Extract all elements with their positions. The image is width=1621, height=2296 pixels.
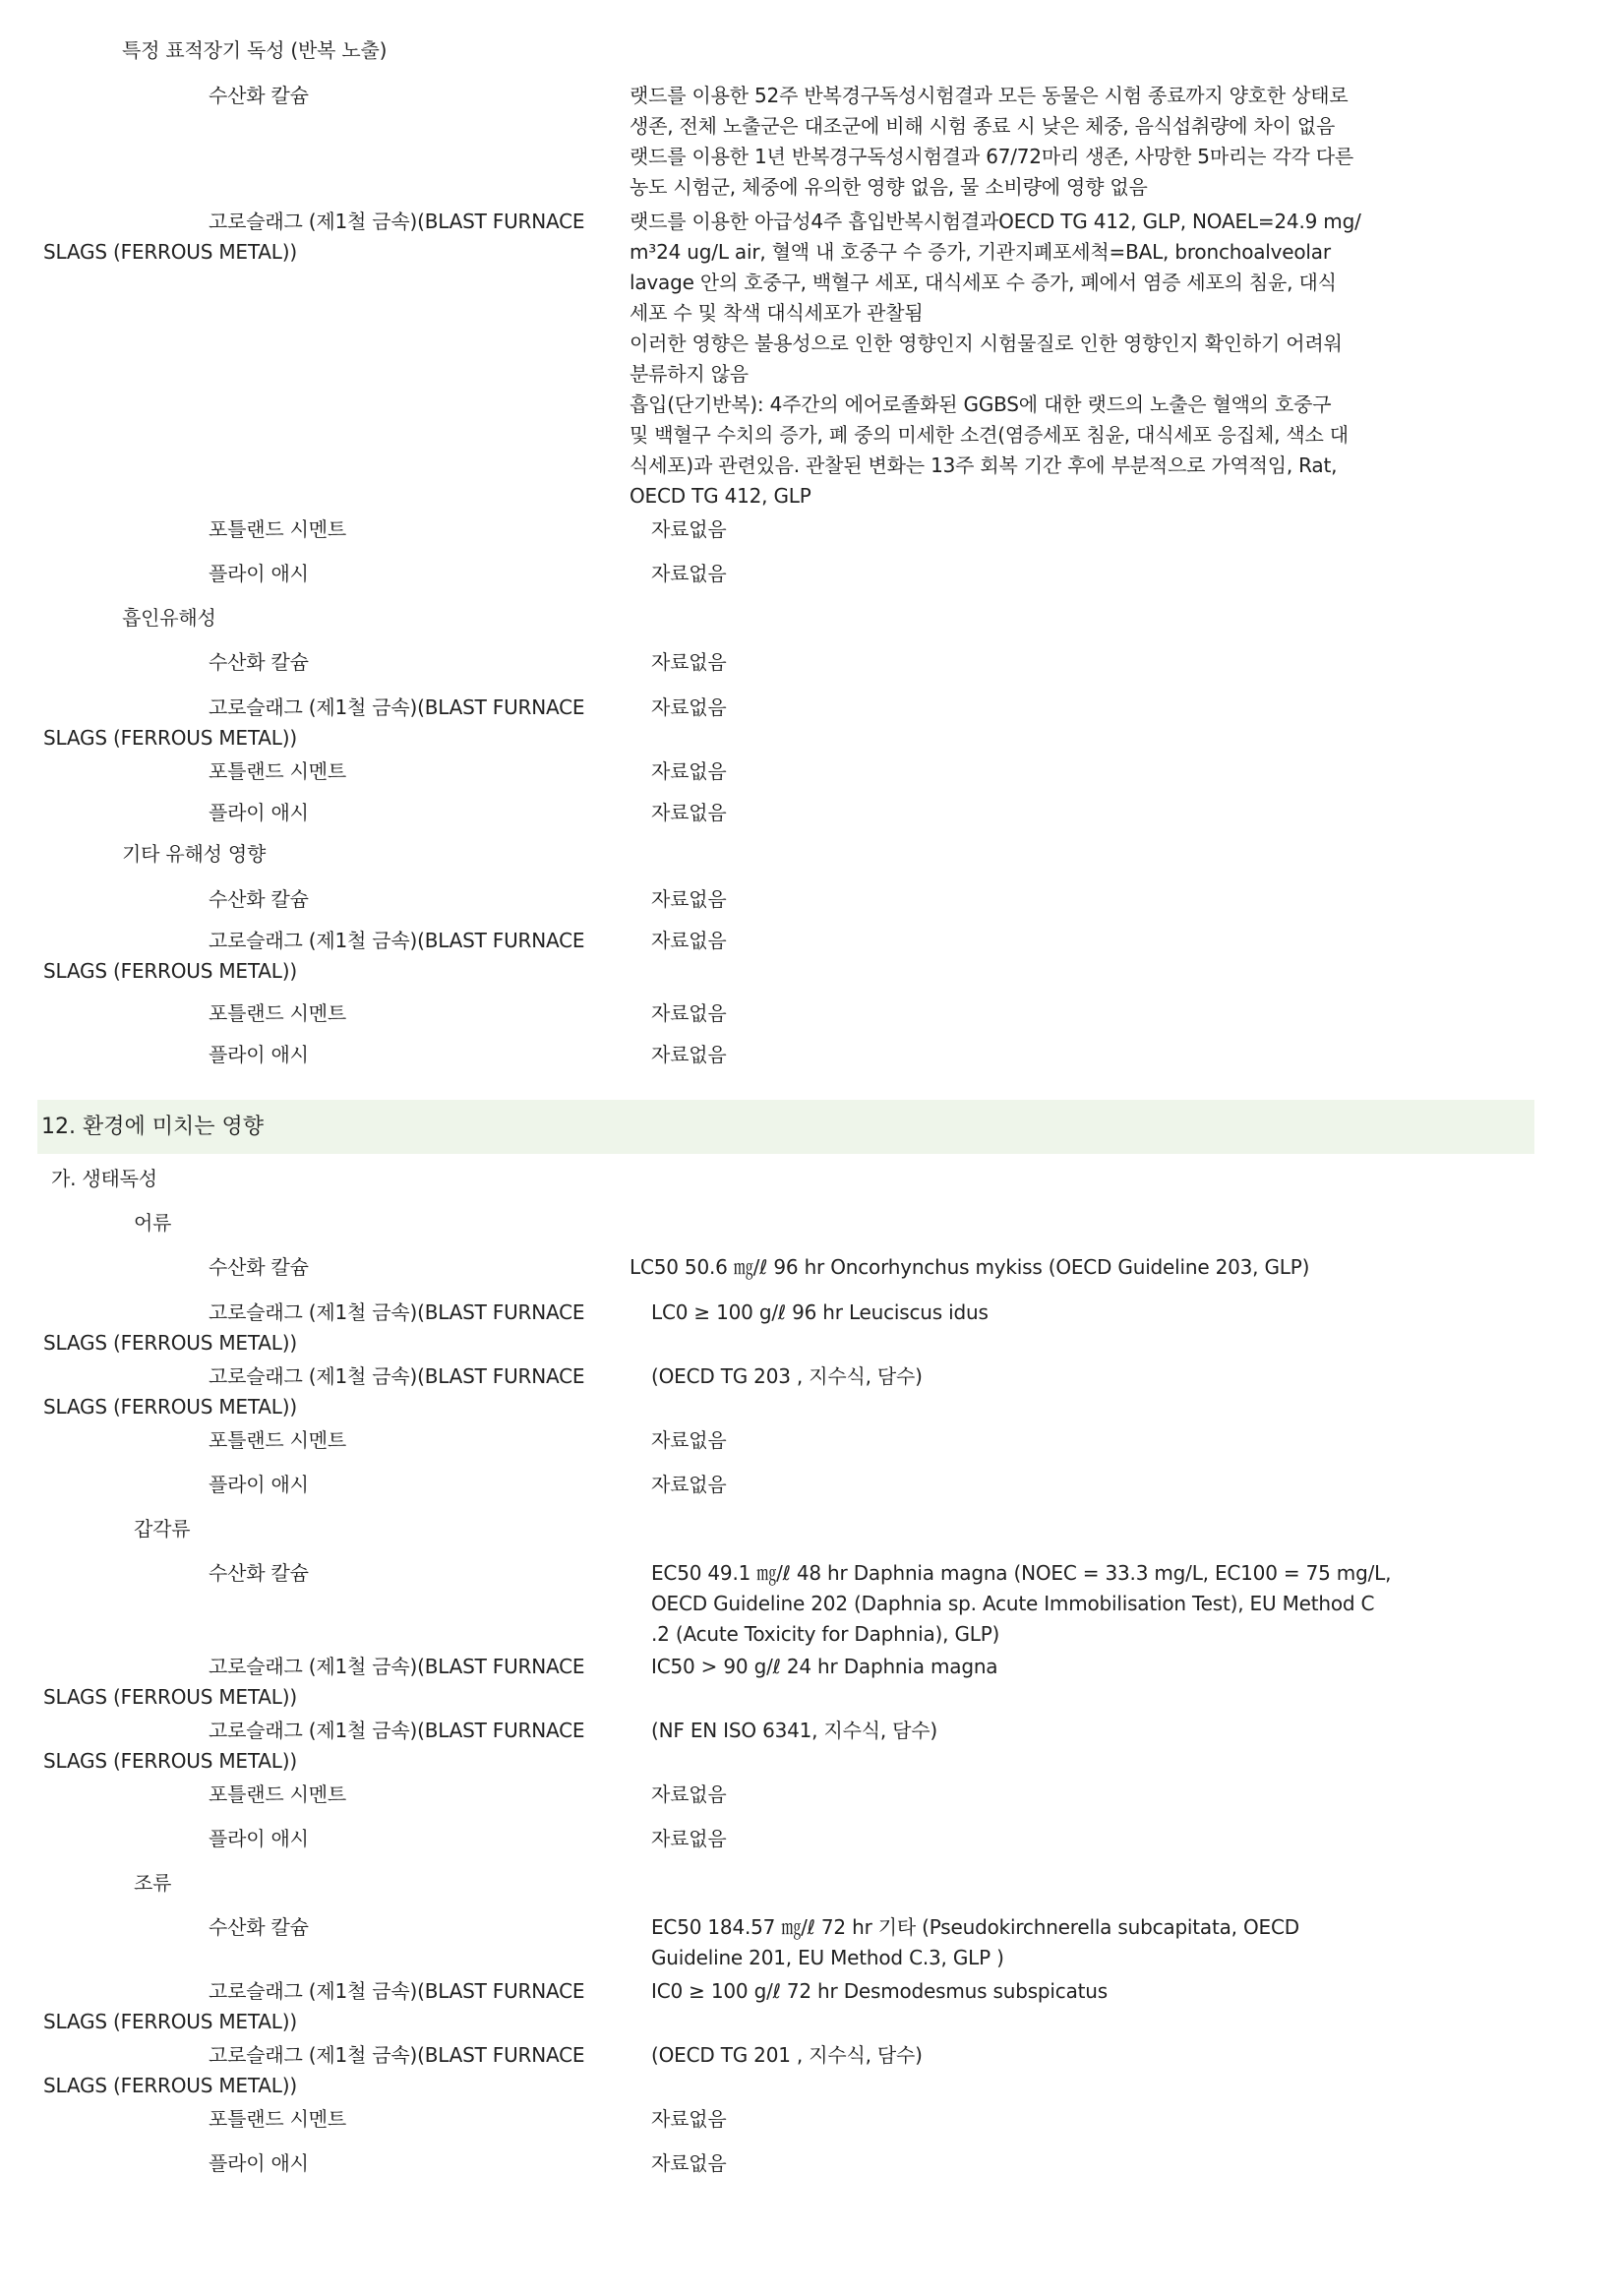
material-label-slag-cont: SLAGS (FERROUS METAL)) [43, 959, 297, 983]
value-no-data: 자료없음 [651, 929, 727, 952]
value-line: OECD TG 412, GLP [630, 484, 811, 508]
material-label-cement: 포틀랜드 시멘트 [209, 1001, 346, 1025]
value-no-data: 자료없음 [651, 2107, 727, 2131]
value-no-data: 자료없음 [651, 517, 727, 541]
heading-crustacea: 갑각류 [134, 1517, 191, 1541]
value-line: LC50 50.6 ㎎/ℓ 96 hr Oncorhynchus mykiss (OECD Guideline 203, GLP) [630, 1255, 1310, 1279]
heading-other-effects: 기타 유해성 영향 [122, 842, 267, 866]
material-label-cement: 포틀랜드 시멘트 [209, 2107, 346, 2131]
heading-algae: 조류 [134, 1871, 172, 1895]
material-label-calcium: 수산화 칼슘 [209, 650, 309, 674]
material-label-slag-cont: SLAGS (FERROUS METAL)) [43, 1749, 297, 1773]
value-no-data: 자료없음 [651, 2151, 727, 2175]
material-label-slag: 고로슬래그 (제1철 금속)(BLAST FURNACE [209, 929, 585, 952]
value-no-data: 자료없음 [651, 1428, 727, 1452]
value-no-data: 자료없음 [651, 650, 727, 674]
value-line: 식세포)과 관련있음. 관찰된 변화는 13주 회복 기간 후에 부분적으로 가역적임, Rat, [630, 453, 1338, 477]
material-label-slag: 고로슬래그 (제1철 금속)(BLAST FURNACE [209, 2043, 585, 2067]
material-label-slag: 고로슬래그 (제1철 금속)(BLAST FURNACE [209, 210, 585, 233]
material-label-slag-cont: SLAGS (FERROUS METAL)) [43, 1685, 297, 1709]
material-label-flyash: 플라이 애시 [209, 2151, 309, 2175]
value-no-data: 자료없음 [651, 801, 727, 824]
material-label-calcium: 수산화 칼슘 [209, 1255, 309, 1279]
material-label-slag: 고로슬래그 (제1철 금속)(BLAST FURNACE [209, 1979, 585, 2003]
material-label-calcium: 수산화 칼슘 [209, 84, 309, 107]
material-label-cement: 포틀랜드 시멘트 [209, 1782, 346, 1806]
value-line: (NF EN ISO 6341, 지수식, 담수) [651, 1719, 938, 1742]
material-label-slag: 고로슬래그 (제1철 금속)(BLAST FURNACE [209, 1719, 585, 1742]
material-label-slag-cont: SLAGS (FERROUS METAL)) [43, 1395, 297, 1419]
value-no-data: 자료없음 [651, 1827, 727, 1850]
value-line: (OECD TG 203 , 지수식, 담수) [651, 1364, 923, 1388]
value-line: .2 (Acute Toxicity for Daphnia), GLP) [651, 1622, 1000, 1646]
value-no-data: 자료없음 [651, 695, 727, 719]
material-label-cement: 포틀랜드 시멘트 [209, 1428, 346, 1452]
value-line: 랫드를 이용한 1년 반복경구독성시험결과 67/72마리 생존, 사망한 5마리는 각각 다른 [630, 145, 1353, 168]
material-label-flyash: 플라이 애시 [209, 801, 309, 824]
value-no-data: 자료없음 [651, 887, 727, 911]
value-line: Guideline 201, EU Method C.3, GLP ) [651, 1946, 1004, 1969]
material-label-flyash: 플라이 애시 [209, 1473, 309, 1496]
material-label-slag-cont: SLAGS (FERROUS METAL)) [43, 2010, 297, 2033]
material-label-slag: 고로슬래그 (제1철 금속)(BLAST FURNACE [209, 1300, 585, 1324]
value-line: m³24 ug/L air, 혈액 내 호중구 수 증가, 기관지폐포세척=BAL, bronchoalveolar [630, 240, 1331, 264]
value-no-data: 자료없음 [651, 759, 727, 783]
value-line: (OECD TG 201 , 지수식, 담수) [651, 2043, 923, 2067]
value-no-data: 자료없음 [651, 1043, 727, 1066]
material-label-slag: 고로슬래그 (제1철 금속)(BLAST FURNACE [209, 695, 585, 719]
value-no-data: 자료없음 [651, 1001, 727, 1025]
heading-fish: 어류 [134, 1211, 172, 1235]
material-label-flyash: 플라이 애시 [209, 1827, 309, 1850]
value-line: 생존, 전체 노출군은 대조군에 비해 시험 종료 시 낮은 체중, 음식섭취량에 차이 없음 [630, 114, 1336, 138]
value-line: 세포 수 및 착색 대식세포가 관찰됨 [630, 301, 924, 325]
value-line: IC0 ≥ 100 g/ℓ 72 hr Desmodesmus subspicatus [651, 1979, 1108, 2003]
value-line: IC50 > 90 g/ℓ 24 hr Daphnia magna [651, 1655, 998, 1678]
value-line: 농도 시험군, 체중에 유의한 영향 없음, 물 소비량에 영향 없음 [630, 175, 1148, 199]
material-label-slag: 고로슬래그 (제1철 금속)(BLAST FURNACE [209, 1655, 585, 1678]
value-no-data: 자료없음 [651, 1782, 727, 1806]
material-label-slag: 고로슬래그 (제1철 금속)(BLAST FURNACE [209, 1364, 585, 1388]
value-line: 랫드를 이용한 아급성4주 흡입반복시험결과OECD TG 412, GLP, NOAEL=24.9 mg/ [630, 210, 1361, 233]
material-label-flyash: 플라이 애시 [209, 562, 309, 585]
value-line: 이러한 영향은 불용성으로 인한 영향인지 시험물질로 인한 영향인지 확인하기 어려워 [630, 332, 1343, 355]
value-line: 분류하지 않음 [630, 362, 749, 386]
material-label-slag-cont: SLAGS (FERROUS METAL)) [43, 1331, 297, 1355]
value-line: EC50 49.1 ㎎/ℓ 48 hr Daphnia magna (NOEC = 33.3 mg/L, EC100 = 75 mg/L, [651, 1561, 1392, 1585]
value-line: lavage 안의 호중구, 백혈구 세포, 대식세포 수 증가, 폐에서 염증 세포의 침윤, 대식 [630, 271, 1337, 294]
material-label-cement: 포틀랜드 시멘트 [209, 517, 346, 541]
section-title: 12. 환경에 미치는 영향 [41, 1115, 264, 1139]
heading-aspiration: 흡인유해성 [122, 606, 216, 630]
value-line: EC50 184.57 ㎎/ℓ 72 hr 기타 (Pseudokirchnerella subcapitata, OECD [651, 1915, 1299, 1939]
material-label-flyash: 플라이 애시 [209, 1043, 309, 1066]
value-no-data: 자료없음 [651, 1473, 727, 1496]
material-label-calcium: 수산화 칼슘 [209, 887, 309, 911]
value-line: LC0 ≥ 100 g/ℓ 96 hr Leuciscus idus [651, 1300, 989, 1324]
value-line: 랫드를 이용한 52주 반복경구독성시험결과 모든 동물은 시험 종료까지 양호한 상태로 [630, 84, 1349, 107]
material-label-slag-cont: SLAGS (FERROUS METAL)) [43, 240, 297, 264]
material-label-cement: 포틀랜드 시멘트 [209, 759, 346, 783]
material-label-calcium: 수산화 칼슘 [209, 1915, 309, 1939]
material-label-slag-cont: SLAGS (FERROUS METAL)) [43, 2074, 297, 2097]
value-line: 흡입(단기반복): 4주간의 에어로졸화된 GGBS에 대한 랫드의 노출은 혈액의 호중구 [630, 393, 1332, 416]
value-no-data: 자료없음 [651, 562, 727, 585]
subsection-heading: 가. 생태독성 [51, 1167, 157, 1190]
material-label-slag-cont: SLAGS (FERROUS METAL)) [43, 726, 297, 750]
material-label-calcium: 수산화 칼슘 [209, 1561, 309, 1585]
heading-repeated-exposure: 특정 표적장기 독성 (반복 노출) [122, 38, 388, 62]
value-line: OECD Guideline 202 (Daphnia sp. Acute Immobilisation Test), EU Method C [651, 1592, 1375, 1615]
value-line: 및 백혈구 수치의 증가, 폐 중의 미세한 소견(염증세포 침윤, 대식세포 응집체, 색소 대 [630, 423, 1349, 447]
